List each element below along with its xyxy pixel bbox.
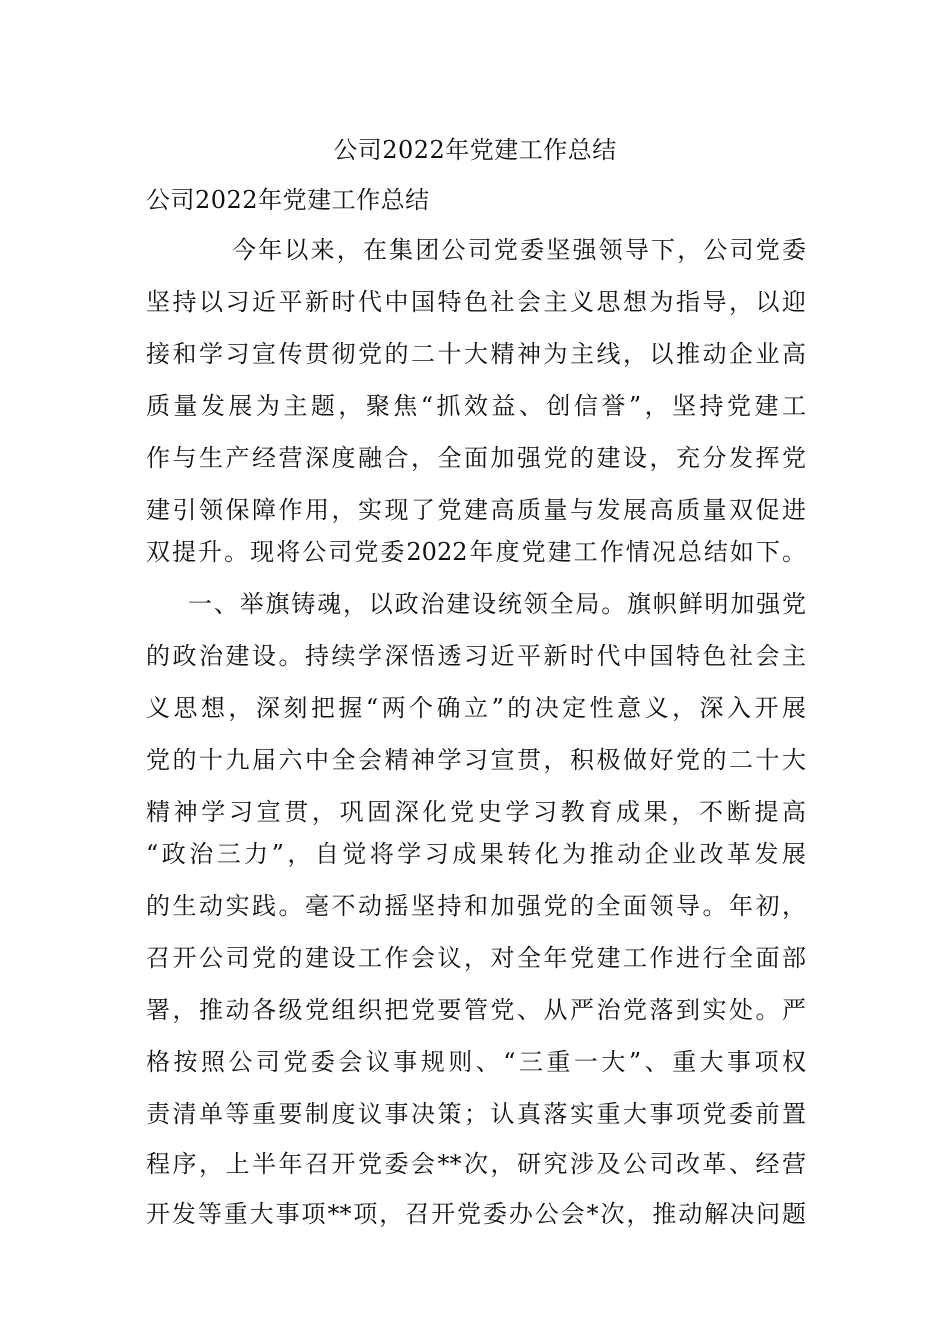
paragraph-line: 精神学习宣贯，巩固深化党史学习教育成果，不断提高	[146, 798, 806, 826]
paragraph-line: 的政治建设。持续学深悟透习近平新时代中国特色社会主	[146, 642, 806, 670]
paragraph-line: 开发等重大事项**项，召开党委办公会*次，推动解决问题	[146, 1200, 806, 1228]
paragraph-line: 坚持以习近平新时代中国特色社会主义思想为指导，以迎	[146, 288, 806, 316]
paragraph-line: 义思想，深刻把握“两个确立”的决定性意义，深入开展	[146, 694, 806, 722]
paragraph-line: 作与生产经营深度融合，全面加强党的建设，充分发挥党	[146, 444, 806, 472]
paragraph-line: 今年以来，在集团公司党委坚强领导下，公司党委	[232, 236, 806, 264]
paragraph-line: 双提升。现将公司党委2022年度党建工作情况总结如下。	[146, 538, 806, 566]
paragraph-line: 的生动实践。毫不动摇坚持和加强党的全面领导。年初，	[146, 892, 806, 920]
paragraph-line: 程序，上半年召开党委会**次，研究涉及公司改革、经营	[146, 1150, 806, 1178]
document-subtitle: 公司2022年党建工作总结	[146, 186, 430, 214]
paragraph-line: 党的十九届六中全会精神学习宣贯，积极做好党的二十大	[146, 746, 806, 774]
paragraph-line: 格按照公司党委会议事规则、“三重一大”、重大事项权	[146, 1048, 806, 1076]
paragraph-line: 责清单等重要制度议事决策；认真落实重大事项党委前置	[146, 1100, 806, 1128]
paragraph-line: 署，推动各级党组织把党要管党、从严治党落到实处。严	[146, 996, 806, 1024]
paragraph-line: 接和学习宣传贯彻党的二十大精神为主线，以推动企业高	[146, 340, 806, 368]
paragraph-line: 召开公司党的建设工作会议，对全年党建工作进行全面部	[146, 944, 806, 972]
paragraph-line: 一、举旗铸魂，以政治建设统领全局。旗帜鲜明加强党	[188, 590, 806, 618]
document-title: 公司2022年党建工作总结	[333, 136, 617, 164]
paragraph-line: 质量发展为主题，聚焦“抓效益、创信誉”，坚持党建工	[146, 392, 806, 420]
paragraph-line: “政治三力”，自觉将学习成果转化为推动企业改革发展	[146, 840, 806, 868]
paragraph-line: 建引领保障作用，实现了党建高质量与发展高质量双促进	[146, 496, 806, 524]
